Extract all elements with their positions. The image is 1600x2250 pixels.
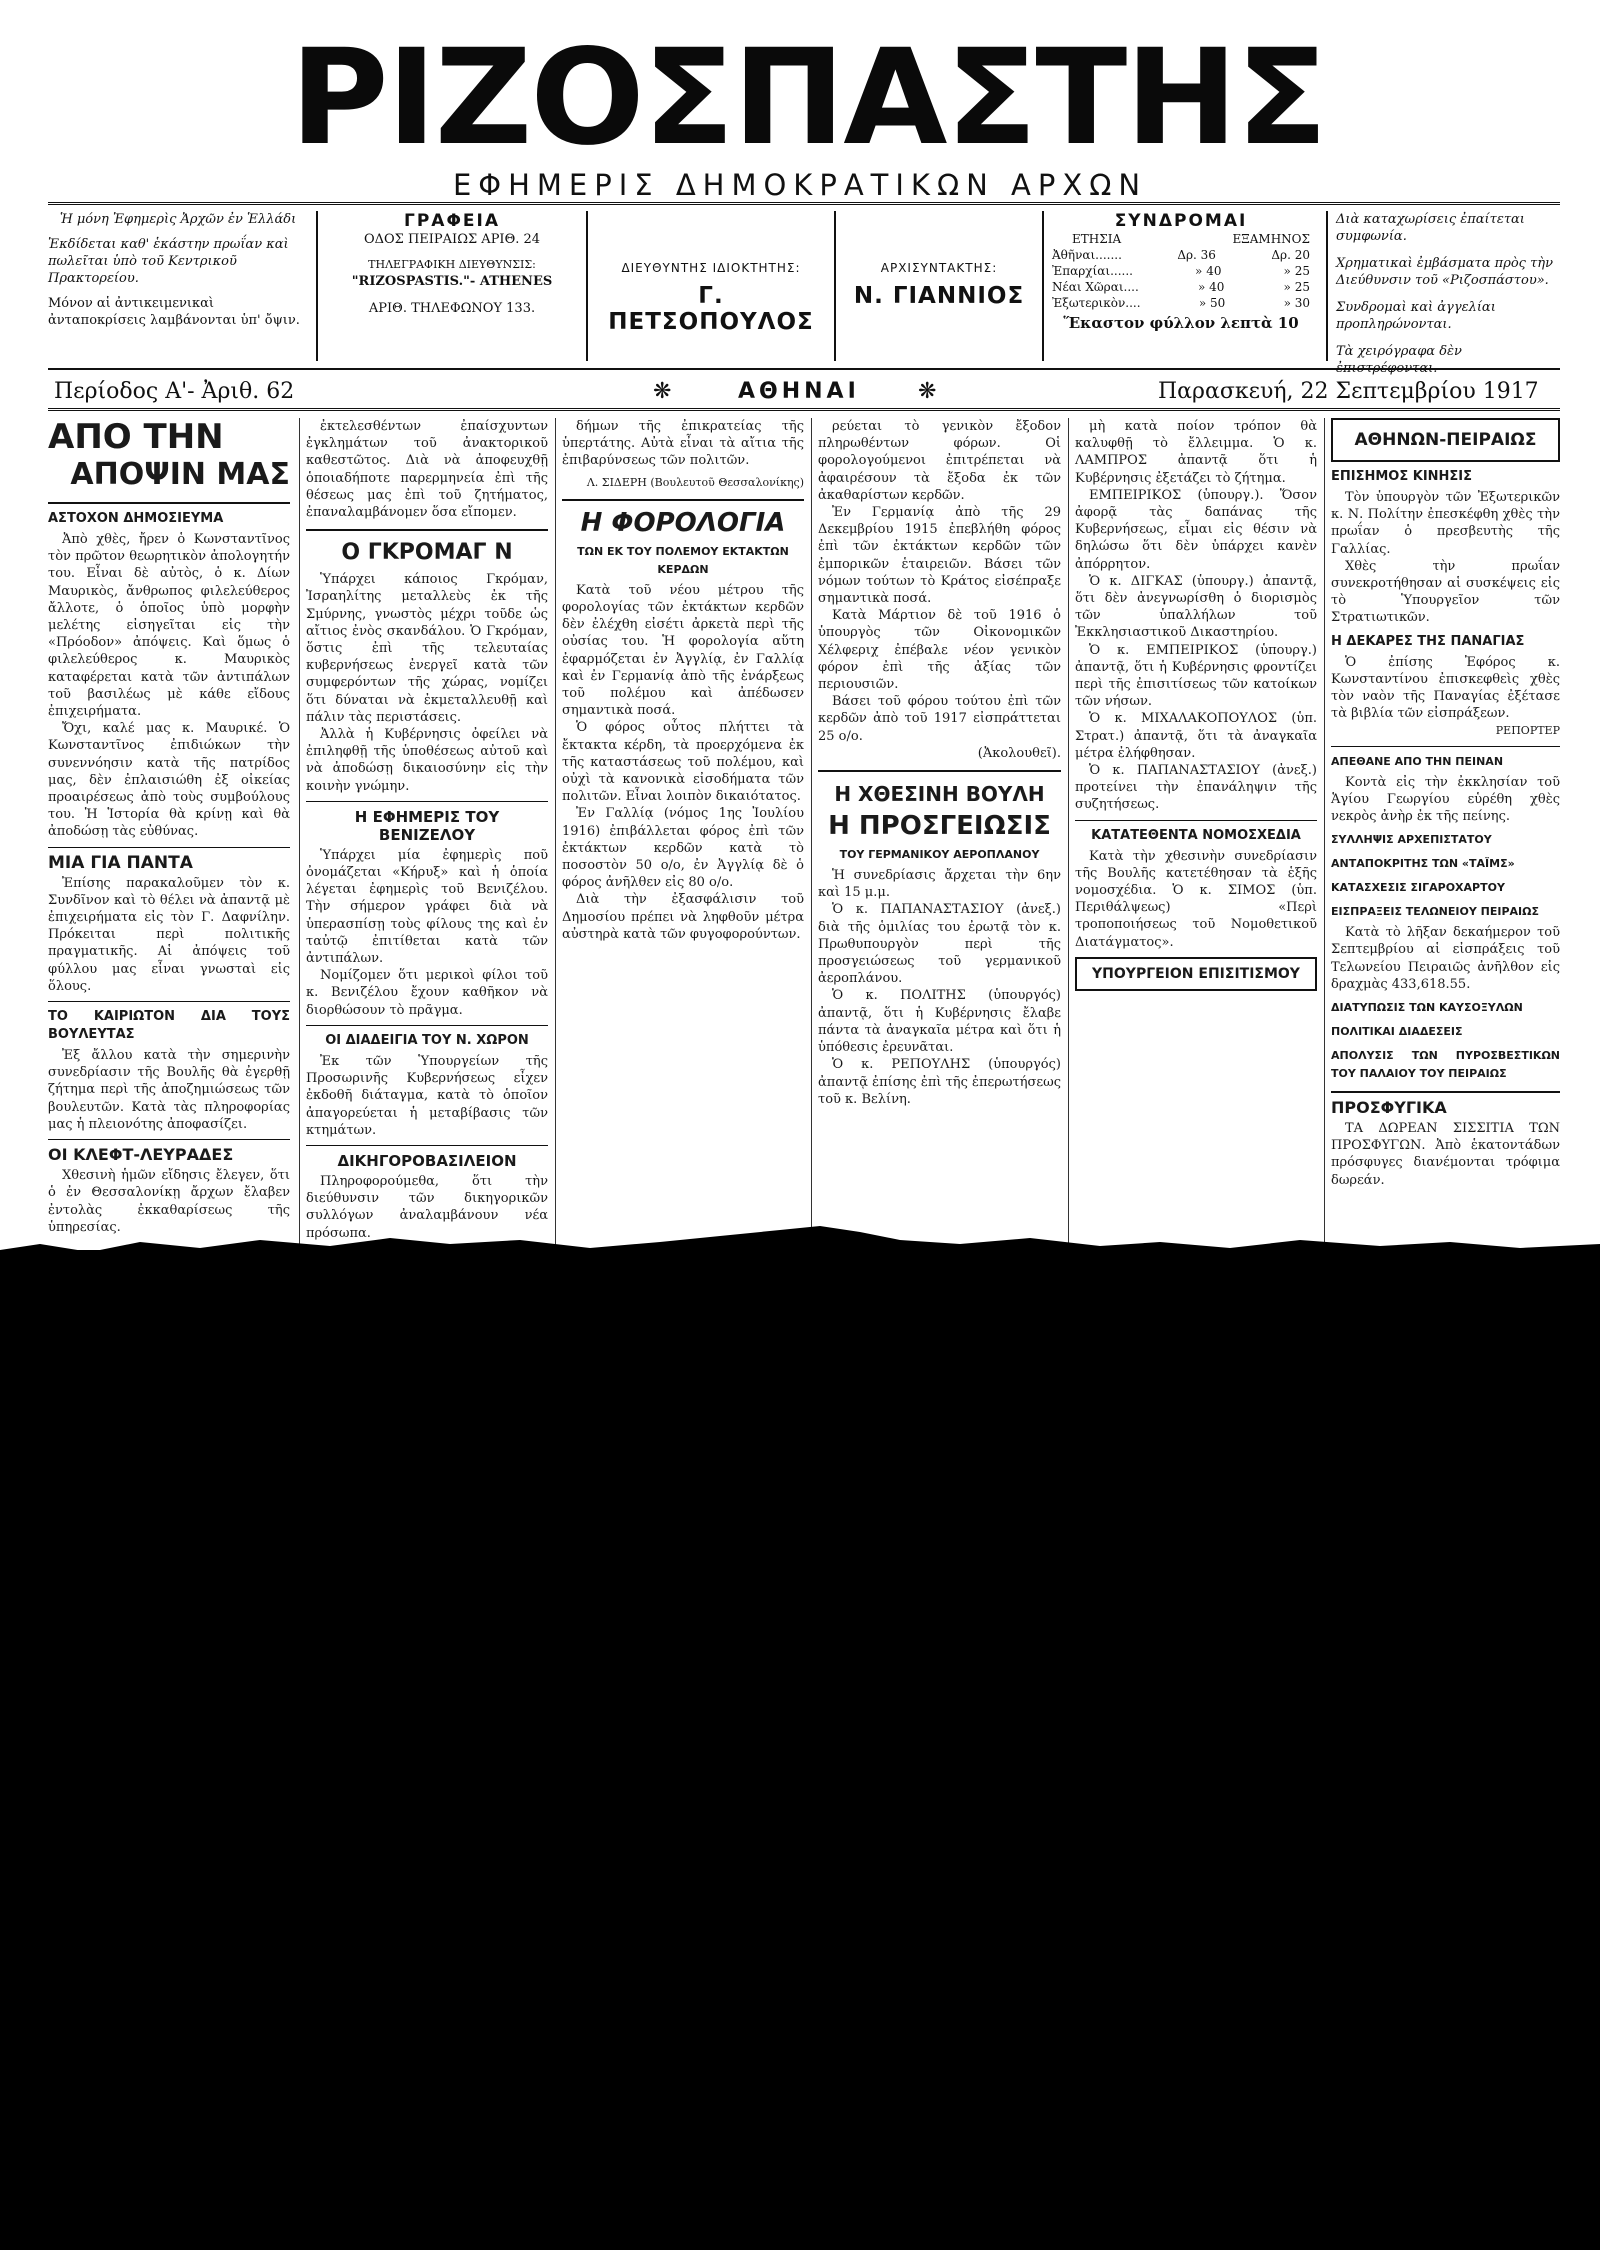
subheading: ΣΥΛΛΗΨΙΣ ΑΡΧΕΠΙΣΤΑΤΟΥ [1331,833,1492,847]
article-paragraph: Ὁ κ. ΡΕΠΟΥΛΗΣ (ὑπουργός) ἀπαντᾷ ἐπίσης ἐπὶ τῆς ἐπερωτήσεως τοῦ κ. Βελίνη. [818,1057,1061,1107]
subheading: ΑΝΤΑΠΟΚΡΙΤΗΣ ΤΩΝ «ΤΑΪΜΣ» [1331,857,1515,871]
issue-period: Περίοδος Α'- Ἀριθ. 62 [54,379,295,404]
article-paragraph: Ὑπάρχει μία ἐφημερὶς ποῦ ὀνομάζεται «Κήρυξ» καὶ ἡ ὁποία λέγεται ἐφημερὶς τοῦ Βενιζέλου. Τὴν σήμερον γράφει διὰ νὰ ὑπερασπίσῃ τοὺς φίλους της καὶ ἐν ταὐτῷ ἐπιτίθεται κατὰ τῶν ἀντιπάλων. [306,847,548,967]
headline-taxation: Η ΦΟΡΟΛΟΓΙΑ [580,507,786,538]
subs-half: » 30 [1283,296,1310,310]
torn-page-area [0,1250,1600,2250]
subs-place: Ἐξωτερικὸν.... [1052,296,1141,310]
divider [562,499,804,501]
divider [48,1001,290,1002]
subscriptions-block [1042,211,1318,361]
subs-place: Νέαι Χῶραι.... [1052,280,1139,294]
divider [306,801,548,802]
article-paragraph: μὴ κατὰ ποίον τρόπον θὰ καλυφθῇ τὸ ἔλλειμμα. Ὁ κ. ΛΑΜΠΡΟΣ ἀπαντᾷ ὅτι ἡ Κυβέρνησις ἐξετάζει τὸ ζήτημα. [1075,419,1317,486]
subs-yearly: » 40 [1195,264,1222,278]
column-divider [555,418,556,1250]
headline-apo-tin: ΑΠΟ ΤΗΝ [48,417,224,457]
article-paragraph: Πληροφορούμεθα, ὅτι τὴν διεύθυνσιν τῶν δικηγορικῶν συλλόγων ἀναλαμβάνουν νέα πρόσωπα. [306,1173,548,1241]
newspaper-title: ΡΙΖΟΣΠΑΣΤΗΣ [290,21,1326,175]
subscription-row [1052,279,1310,295]
article-paragraph: Κατὰ τὸ λῆξαν δεκαήμερον τοῦ Σεπτεμβρίου αἱ εἰσπράξεις τοῦ Τελωνείου Πειραιῶς ἀνῆλθον εἰς δραχμὰς 433,618.55. [1331,925,1560,992]
column-2 [306,418,548,1250]
subheading: ΕΙΣΠΡΑΞΕΙΣ ΤΕΛΩΝΕΙΟΥ ΠΕΙΡΑΙΩΣ [1331,905,1539,919]
editor-block [834,211,1034,361]
director-name: Γ. ΠΕΤΣΟΠΟΥΛΟΣ [608,283,814,335]
subheading: ΕΠΙΣΗΜΟΣ ΚΙΝΗΣΙΣ [1331,469,1473,484]
subheading: Η ΔΕΚΑΡΕΣ ΤΗΣ ΠΑΝΑΓΙΑΣ [1331,633,1525,649]
headline-landing: Η ΠΡΟΣΓΕΙΩΣΙΣ [828,811,1051,842]
divider [306,529,548,531]
subheading: ΟΙ ΚΛΕΦΤ-ΛΕΥΡΑΔΕΣ [48,1145,234,1165]
subheading: ΑΠΟΛΥΣΙΣ ΤΩΝ ΠΥΡΟΣΒΕΣΤΙΚΩΝ ΤΟΥ ΠΑΛΑΙΟΥ ΤΟΥ ΠΕΙΡΑΙΩΣ [1331,1049,1560,1081]
divider [1075,820,1317,821]
divider [48,502,290,504]
article-paragraph: Ἐπίσης παρακαλοῦμεν τὸν κ. Συνδῖνον καὶ τὸ θέλει νὰ ἀπαντᾷ μὲ ἐπιχειρήματα εἰς τὸν Γ. Δαφνίλην. Πρόκειται περὶ πολιτικῆς πραγματικῆς. Αἱ ἀπόψεις τοῦ φύλλου μας εἶναι γνωσταὶ εἰς ὅλους. [48,875,290,994]
subheading-war-profits: ΤΩΝ ΕΚ ΤΟΥ ΠΟΛΕΜΟΥ ΕΚΤΑΚΤΩΝ ΚΕΡΔΩΝ [577,544,789,576]
reporter-signature: ΡΕΠΟΡΤΕΡ [1495,724,1560,738]
article-paragraph: Ἐν Γερμανίᾳ ἀπὸ τῆς 29 Δεκεμβρίου 1915 ἐπεβλήθη φόρος ἐπὶ τῶν ἐκτάκτων κερδῶν τῶν ἐμπορικῶν ἑταιρειῶν. Βάσει τῶν νόμων τούτων τὸ Κράτος εἰσέπραξε σημαντικὰ ποσά. [818,505,1061,607]
subscription-row [1052,295,1310,311]
article-paragraph: Διὰ τὴν ἐξασφάλισιν τοῦ Δημοσίου πρέπει νὰ ληφθοῦν μέτρα αὐστηρὰ κατὰ τῶν φυγοφορούντων. [562,892,804,942]
column-divider [1068,418,1069,1250]
article-paragraph: Ὁ κ. ΕΜΠΕΙΡΙΚΟΣ (ὑπουργ.) ἀπαντᾷ, ὅτι ἡ Κυβέρνησις φροντίζει περὶ τῆς ἐπισιτίσεως τῶν κατοίκων τῶν νήσων. [1075,642,1317,710]
single-copy-price: Ἕκαστον φύλλον λεπτὰ 10 [1063,314,1299,332]
article-paragraph: Ὁ ἐπίσης Ἐφόρος κ. Κωνσταντίνου ἐπισκεφθεὶς χθὲς τὸν ναὸν τῆς Παναγίας ἐξέτασε τὰ βιβλία τῶν εἰσπράξεων. [1331,654,1560,722]
article-paragraph: Βάσει τοῦ φόρου τούτου ἐπὶ τῶν κερδῶν ἀπὸ τοῦ 1917 εἰσπράττεται 25 ο/ο. [818,694,1061,744]
telegraph-label: ΤΗΛΕΓΡΑΦΙΚΗ ΔΙΕΥΘΥΝΣΙΣ: [368,258,536,271]
article-paragraph: Ἐν Γαλλίᾳ (νόμος 1ης Ἰουλίου 1916) ἐπιβάλλεται φόρος ἐπὶ τῶν ἐκτάκτων κερδῶν κατὰ τὸ ποσοστὸν 50 ο/ο, ἐν Ἀγγλίᾳ δὲ ὁ φόρος ἀνῆλθεν εἰς 80 ο/ο. [562,806,804,891]
headline-bills: ΚΑΤΑΤΕΘΕΝΤΑ ΝΟΜΟΣΧΕΔΙΑ [1091,827,1301,843]
star-ornament-icon: ❋ [918,379,937,404]
subs-yearly: » 40 [1197,280,1225,294]
headline-gkromagn: Ο ΓΚΡΟΜΑΓ Ν [341,540,513,566]
to-be-continued: (Ἀκολουθεῖ). [977,745,1061,761]
subs-yearly: » 50 [1198,296,1226,310]
director-label: ΔΙΕΥΘΥΝΤΗΣ ΙΔΙΟΚΤΗΤΗΣ: [621,261,801,275]
headline-apopsin-mas: ΑΠΟΨΙΝ ΜΑΣ [70,457,290,492]
offices-heading: ΓΡΑΦΕΙΑ [404,211,500,231]
headline-new-lands: ΟΙ ΔΙΑΔΕΙΓΙΑ ΤΟΥ Ν. ΧΩΡΟΝ [325,1032,529,1048]
torn-edge [0,1222,1600,1262]
article-paragraph: Ἡ συνεδρίασις ἄρχεται τὴν 6ην καὶ 15 μ.μ. [818,868,1061,901]
motto-line: Μόνον αἱ ἀντικειμενικαὶ ἀνταποκρίσεις λαμβάνονται ὑπ' ὄψιν. [48,296,300,328]
article-paragraph: Ὁ κ. ΠΑΠΑΝΑΣΤΑΣΙΟΥ (ἀνεξ.) διὰ τῆς ὁμιλίας του ἐρωτᾷ τὸν κ. Πρωθυπουργὸν περὶ τῆς προσγειώσεως τοῦ γερμανικοῦ ἀεροπλάνου. [818,902,1061,987]
motto-line: Ἡ μόνη Ἐφημερὶς Ἀρχῶν ἐν Ἑλλάδι [59,212,297,227]
notices-block [1326,211,1560,376]
article-paragraph: Χθὲς τὴν πρωΐαν συνεκροτήθησαν αἱ συσκέψεις εἰς τὸ Ὑπουργεῖον τῶν Στρατιωτικῶν. [1331,558,1560,626]
column-divider [1324,418,1325,1250]
column-5 [1075,418,1317,1250]
column-6 [1331,418,1560,1250]
article-paragraph: δήμων τῆς ἐπικρατείας τῆς ὑπερτάτης. Αὐτὰ εἶναι τὰ αἴτια τῆς ἐπιβαρύνσεως τῶν πολιτῶν. [562,419,804,469]
article-paragraph: Νομίζομεν ὅτι μερικοὶ φίλοι τοῦ κ. Βενιζέλου ἔχουν καθῆκον νὰ διορθώσουν τὸ πρᾶγμα. [306,968,548,1018]
subheading: ΑΣΤΟΧΟΝ ΔΗΜΟΣΙΕΥΜΑ [48,511,224,526]
headline-venizelos-paper: Η ΕΦΗΜΕΡΙΣ ΤΟΥ ΒΕΝΙΖΕΛΟΥ [354,807,500,844]
column-1 [48,418,290,1250]
subheading-german-plane: ΤΟΥ ΓΕΡΜΑΝΙΚΟΥ ΑΕΡΟΠΛΑΝΟΥ [839,848,1040,862]
article-paragraph: Κοντὰ εἰς τὴν ἐκκλησίαν τοῦ Ἁγίου Γεωργίου εὑρέθη χθὲς νεκρὸς ἀνὴρ ἐκ τῆς πείνης. [1331,774,1560,825]
article-paragraph: Ἐξ ἄλλου κατὰ τὴν σημερινὴν συνεδρίασιν τῆς Βουλῆς θὰ ἐγερθῇ ζήτημα περὶ τῆς ἀποζημιώσεως τῶν βουλευτῶν. Κατὰ τὰς πληροφορίας μας ἡ πλειονότης ἀποφασίζει. [48,1048,290,1132]
article-paragraph: Κατὰ Μάρτιον δὲ τοῦ 1916 ὁ ὑπουργὸς τῶν Οἰκονομικῶν Χέλφεριχ ἐπέβαλε νέον γενικὸν φόρον ἐπὶ τῆς ἀξίας τῶν περιουσιῶν. [818,608,1061,693]
article-paragraph: ΤΑ ΔΩΡΕΑΝ ΣΙΣΣΙΤΙΑ ΤΩΝ ΠΡΟΣΦΥΓΩΝ. Ἀπὸ ἑκατοντάδων πρόσφυγες διανέμονται τρόφιμα δωρεάν. [1331,1121,1560,1188]
column-4 [818,418,1061,1250]
divider [48,1139,290,1140]
divider [306,1025,548,1026]
article-paragraph: Ὁ κ. ΔΙΓΚΑΣ (ὑπουργ.) ἀπαντᾷ, ὅτι δὲν ἀνεγνωρίσθη ὁ διορισμὸς τῶν ὑπαλλήλων τοῦ Ἐκκλησιαστικοῦ Δικαστηρίου. [1075,573,1317,641]
subs-half: Δρ. 20 [1271,248,1310,262]
article-paragraph: Ὁ φόρος οὗτος πλήττει τὰ ἔκτακτα κέρδη, τὰ προερχόμενα ἐκ τῆς καταστάσεως τοῦ πολέμου, καὶ οὐχὶ τὰ κανονικὰ εἰσοδήματα τῶν πολιτῶν. Εἶναι λοιπὸν δικαιότατος. [562,720,804,805]
article-paragraph: Χθεσινὴ ἡμῶν εἴδησις ἔλεγεν, ὅτι ὁ ἐν Θεσσαλονίκῃ ἄρχων ἔλαβεν ἐντολὰς ἐκκαθαρίσεως τῆς ὑπηρεσίας. [48,1168,290,1235]
subs-half: » 25 [1283,264,1310,278]
divider [306,1145,548,1146]
article-paragraph: ρεύεται τὸ γενικὸν ἔξοδον πληρωθέντων φόρων. Οἱ φορολογούμενοι ἐπιτρέπεται νὰ ἀφαιρέσουν τὰ ἔξοδα ἐκ τῶν ἀκαθαρίστων κερδῶν. [818,419,1061,503]
editor-label: ΑΡΧΙΣΥΝΤΑΚΤΗΣ: [880,261,998,275]
headline-refugees: ΠΡΟΣΦΥΓΙΚΑ [1331,1098,1447,1118]
subheading: ΑΠΕΘΑΝΕ ΑΠΟ ΤΗΝ ΠΕΙΝΑΝ [1331,754,1504,768]
subs-place: Ἐπαρχίαι...... [1052,264,1133,278]
notice-line: Χρηματικαὶ ἐμβάσματα πρὸς τὴν Διεύθυνσιν τοῦ «Ριζοσπάστου». [1336,256,1553,288]
article-paragraph: Κατὰ τὴν χθεσινὴν συνεδρίασιν τῆς Βουλῆς κατετέθησαν τὰ ἑξῆς νομοσχέδια. Ὁ κ. ΣΙΜΟΣ (ὑπ. Περιθάλψεως) «Περὶ τροποποιήσεως τοῦ Νομοθετικοῦ Διατάγματος». [1075,848,1317,950]
dateline [48,375,1560,411]
issue-date: Παρασκευή, 22 Σεπτεμβρίου 1917 [1158,379,1539,404]
city-name: ΑΘΗΝΑΙ [738,379,860,404]
divider [818,770,1061,772]
subheading: ΜΙΑ ΓΙΑ ΠΑΝΤΑ [48,852,193,873]
article-paragraph: Ὁ κ. ΜΙΧΑΛΑΚΟΠΟΥΛΟΣ (ὑπ. Στρατ.) ἀπαντᾷ, ὅτι τὰ ἀναγκαῖα μέτρα ἐλήφθησαν. [1075,711,1317,761]
divider [48,847,290,848]
motto-block [48,211,308,361]
editor-name: Ν. ΓΙΑΝΝΙΟΣ [853,283,1025,309]
article-paragraph: Ὁ κ. ΠΑΠΑΝΑΣΤΑΣΙΟΥ (ἀνεξ.) προτείνει τὴν ἐπανάληψιν τῆς συζητήσεως. [1075,763,1317,813]
divider [1331,1091,1560,1093]
motto-line: Ἐκδίδεται καθ' ἑκάστην πρωΐαν καὶ πωλεῖται ὑπὸ τοῦ Κεντρικοῦ Πρακτορείου. [48,237,289,286]
column-divider [299,418,300,1250]
newspaper-subtitle: ΕΦΗΜΕΡΙΣ ΔΗΜΟΚΡΑΤΙΚΩΝ ΑΡΧΩΝ [452,168,1148,202]
column-divider [811,418,812,1250]
notice-line: Διὰ καταχωρίσεις ἐπαίτεται συμφωνία. [1336,212,1525,244]
notice-line: Τὰ χειρόγραφα δὲν ἐπιστρέφονται. [1336,344,1462,376]
headline-yesterday-parliament: Η ΧΘΕΣΙΝΗ ΒΟΥΛΗ [834,782,1045,807]
subscription-row [1052,247,1310,263]
offices-address: ΟΔΟΣ ΠΕΙΡΑΙΩΣ ΑΡΙΘ. 24 [363,232,541,247]
article-paragraph: Τὸν ὑπουργὸν τῶν Ἐξωτερικῶν κ. Ν. Πολίτην ἐπεσκέφθη χθὲς τὴν πρωΐαν ὁ πρεσβευτὴς τῆς Γαλλίας. [1331,490,1560,557]
subscriptions-columns [1052,231,1310,247]
article-paragraph: Ὄχι, καλέ μας κ. Μαυρικέ. Ὁ Κωνσταντῖνος ἐπιδιώκων τὴν συνεννόησιν κατὰ τῆς πατρίδος μας, δὲν ἐπλαισιώθη ἐξ οἰκείας προαιρέσεως ἀπὸ τοὺς συμβούλους του. Ἡ Ἱστορία θὰ κρίνῃ καὶ θὰ ἀποδώσῃ τὰς εὐθύνας. [48,721,290,840]
info-bar [48,202,1560,376]
subscription-row [1052,263,1310,279]
director-block [586,211,826,361]
subs-yearly: Δρ. 36 [1177,248,1216,262]
star-ornament-icon: ❋ [653,379,672,404]
article-paragraph: Ὁ κ. ΠΟΛΙΤΗΣ (ὑπουργός) ἀπαντᾷ, ὅτι ἡ Κυβέρνησις ἔλαβε πάντα τὰ ἀναγκαῖα μέτρα καὶ ὅτι ἡ ὑπόθεσις ἐρευνᾶται. [818,988,1061,1056]
article-paragraph: Ἀπὸ χθὲς, ἤρεν ὁ Κωνσταντῖνος τὸν πρῶτον θεωρητικὸν ἀπολογητήν του. Εἶναι δὲ αὐτὸς, ὁ κ. Δίων Μαυρικὸς, ἄνθρωπος φιλελεύθερος ἄλλοτε, ὁ ὁποῖος ὑπὸ μορφὴν μελέτης εἰσηγεῖται εἰς τὴν «Πρόοδον» ἀπόψεις. Καὶ ὅμως ὁ φιλελεύθερος κ. Μαυρικὸς καταφέρεται κατὰ τῶν ἀντιπάλων τοῦ βασιλέως μὲ κάθε εἴδους ἐπιχειρήματα. [48,532,290,720]
subs-col-yearly: ΕΤΗΣΙΑ [1072,232,1122,246]
subs-half: » 25 [1283,280,1310,294]
subs-place: Ἀθῆναι....... [1052,248,1122,262]
article-signature: Λ. ΣΙΔΕΡΗ (Βουλευτοῦ Θεσσαλονίκης) [586,475,804,489]
masthead [290,21,1326,202]
article-paragraph: Κατὰ τοῦ νέου μέτρου τῆς φορολογίας τῶν ἐκτάκτων κερδῶν δὲν ἐλέχθη εἰσέτι ἀρκετὰ περὶ τῆς οὐσίας του. Ἡ φορολογία αὕτη ἐφαρμόζεται ἐν Ἀγγλίᾳ, ἐν Γαλλίᾳ καὶ ἐν Γερμανίᾳ ἀπὸ τῆς ἐνάρξεως τοῦ πολέμου καὶ ἀπέδωσεν σημαντικὰ ποσά. [562,582,804,719]
article-paragraph: ἐκτελεσθέντων ἐπαίσχυντων ἐγκλημάτων τοῦ ἀνακτορικοῦ καθεστῶτος. Διὰ νὰ ἀποφευχθῇ ὁποιαδήποτε παρερμηνεία ἐπὶ τῆς θέσεως μας ἐπὶ τοῦ ζητήματος, ἐπαναλαμβάνομεν ὅσα εἴπομεν. [306,419,548,521]
headline-lawyers: ΔΙΚΗΓΟΡΟΒΑΣΙΛΕΙΟΝ [337,1151,517,1170]
phone-number: ΑΡΙΘ. ΤΗΛΕΦΩΝΟΥ 133. [368,301,536,316]
article-paragraph: ΕΜΠΕΙΡΙΚΟΣ (ὑπουργ.). Ὅσον ἀφορᾷ τὰς δαπάνας τῆς Κυβερνήσεως, εἶμαι εἰς θέσιν νὰ δηλώσω ὅτι δὲν ὑπάρχει κανὲν ἀπόρρητον. [1075,487,1317,572]
subheading: ΠΟΛΙΤΙΚΑΙ ΔΙΑΔΕΣΕΙΣ [1331,1025,1463,1039]
offices-block [316,211,578,361]
article-paragraph: Ἐκ τῶν Ὑπουργείων τῆς Προσωρινῆς Κυβερνήσεως εἶχεν ἐκδοθῆ διάταγμα, κατὰ τὸ ὁποῖον ἀπαγορεύεται ἡ μεταβίβασις τῶν κτημάτων. [306,1053,548,1138]
notice-line: Συνδρομαὶ καὶ ἀγγελίαι προπληρώνονται. [1336,300,1496,332]
subs-col-half: ΕΞΑΜΗΝΟΣ [1232,232,1310,246]
divider [1331,746,1560,747]
column-3 [562,418,804,1250]
telegraph-address: "RIZOSPASTIS."- ATHENES [351,274,553,289]
subheading: ΤΟ ΚΑΙΡΙΩΤΟΝ ΔΙΑ ΤΟΥΣ ΒΟΥΛΕΥΤΑΣ [48,1009,290,1043]
subheading: ΚΑΤΑΣΧΕΣΙΣ ΣΙΓΑΡΟΧΑΡΤΟΥ [1331,881,1505,895]
subscriptions-heading: ΣΥΝΔΡΟΜΑΙ [1114,211,1248,231]
article-paragraph: Ὑπάρχει κάποιος Γκρόμαν, Ἰσραηλίτης μεταλλεὺς ἐκ τῆς Σμύρνης, γνωστὸς μέχρι τοῦδε ὡς αἴτιος ἐνὸς σκανδάλου. Ὁ Γκρόμαν, ὅστις ἐπὶ τῆς τελευταίας κυβερνήσεως ἐνεργεῖ κατὰ τῶν συμφερόντων τῆς χώρας, νομίζει ὅτι δύναται νὰ ἐκμεταλλευθῇ καὶ πάλιν τὰς περιστάσεις. [306,572,548,725]
article-paragraph: Ἀλλὰ ἡ Κυβέρνησις ὀφείλει νὰ ἐπιληφθῇ τῆς ὑποθέσεως αὐτοῦ καὶ νὰ ἀποδώσῃ δικαιοσύνην εἰς τὴν κοινὴν γνώμην. [306,727,548,794]
subheading: ΔΙΑΤΥΠΩΣΙΣ ΤΩΝ ΚΑΥΣΟΞΥΛΩΝ [1331,1001,1523,1015]
headline-supply-ministry: ΥΠΟΥΡΓΕΙΟΝ ΕΠΙΣΙΤΙΣΜΟΥ [1075,957,1317,991]
headline-athens-piraeus: ΑΘΗΝΩΝ-ΠΕΙΡΑΙΩΣ [1331,418,1560,462]
